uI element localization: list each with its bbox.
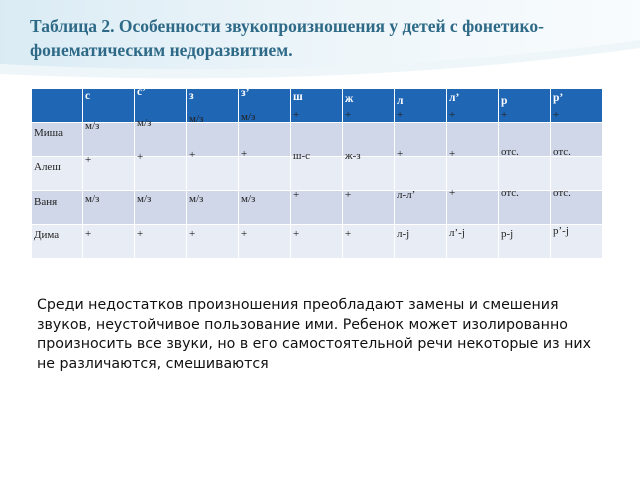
table-cell: м/з <box>189 113 204 125</box>
table-cell: л-л’ <box>397 189 416 201</box>
sound-header: з <box>189 90 194 102</box>
table-cell: отс. <box>553 187 571 199</box>
table-cell: + <box>345 189 352 201</box>
table-cell: + <box>345 228 352 240</box>
table-cell: + <box>85 154 92 166</box>
table-cell: отс. <box>501 146 519 158</box>
header-row <box>32 89 603 123</box>
speech-table <box>31 88 603 259</box>
sound-header: с’ <box>137 86 146 98</box>
table-cell: + <box>397 148 404 160</box>
table-cell: + <box>85 228 92 240</box>
table-cell: + <box>137 228 144 240</box>
table-cell: + <box>293 109 300 121</box>
table-row <box>32 191 603 225</box>
table-cell: отс. <box>501 187 519 199</box>
table-cell: + <box>449 148 456 160</box>
table-cell: + <box>449 187 456 199</box>
table-cell: + <box>345 109 352 121</box>
table-cell: м/з <box>137 117 152 129</box>
table-cell: ж-з <box>345 150 361 162</box>
table-cell: + <box>189 149 196 161</box>
table-cell: + <box>553 109 560 121</box>
table-cell: + <box>241 228 248 240</box>
sound-header: л’ <box>449 92 460 104</box>
table-cell: м/з <box>137 193 152 205</box>
corner-cell <box>32 89 82 122</box>
table-cell: р’-j <box>553 225 569 237</box>
table-cell: + <box>137 151 144 163</box>
child-name: Дима <box>34 229 60 241</box>
slide-title: Таблица 2. Особенности звукопроизношения у детей с фонетико-фонематическим недоразвитием. <box>30 16 544 60</box>
table-cell: м/з <box>241 193 256 205</box>
table-row <box>32 225 603 259</box>
table-cell: л-j <box>397 228 410 240</box>
sound-header: л <box>397 95 404 107</box>
child-name: Ваня <box>34 196 58 208</box>
table-cell: + <box>189 228 196 240</box>
sound-header: ж <box>345 93 354 105</box>
table-cell: + <box>293 228 300 240</box>
summary-note: Среди недостатков произношения преобладают замены и смешения звуков, неустойчивое пользование ими. Ребенок может изолированно произносить все звуки, но в его самостоятельной речи некоторые из них не различаются, смешиваются <box>37 297 591 372</box>
table-cell: ш-с <box>293 150 311 162</box>
table-cell: л’-j <box>449 227 465 239</box>
table-cell: м/з <box>85 193 100 205</box>
table-cell: + <box>397 109 404 121</box>
table-cell: + <box>293 189 300 201</box>
sound-header: р <box>501 95 508 107</box>
sound-header: р’ <box>553 92 564 104</box>
child-name: Миша <box>34 127 64 139</box>
table-cell: + <box>501 109 508 121</box>
table-cell: м/з <box>241 111 256 123</box>
table-cell: м/з <box>85 120 100 132</box>
table-cell: + <box>241 148 248 160</box>
table-cell: отс. <box>553 146 571 158</box>
child-name: Алеш <box>34 161 61 173</box>
sound-header: з’ <box>241 87 250 99</box>
sound-header: ш <box>293 91 303 103</box>
sound-header: с <box>85 90 91 102</box>
table-cell: + <box>449 109 456 121</box>
table-cell: м/з <box>189 193 204 205</box>
table-row <box>32 157 603 191</box>
table-cell: р-j <box>501 228 514 240</box>
